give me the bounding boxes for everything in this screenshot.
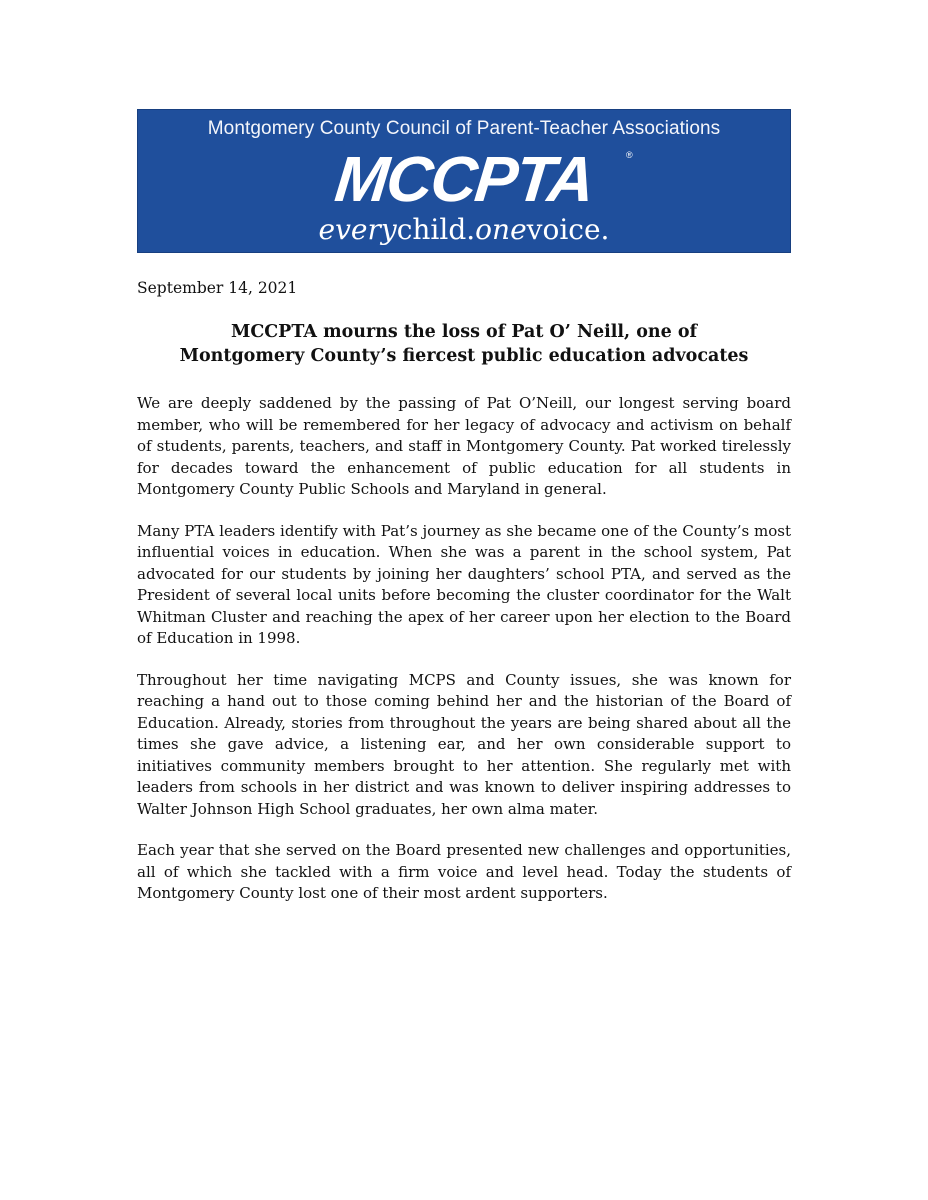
headline-line-2: Montgomery County’s fiercest public education advocates bbox=[179, 346, 749, 366]
tagline-one: one bbox=[475, 213, 527, 246]
body-text bbox=[137, 393, 791, 925]
tagline-child: child. bbox=[396, 213, 476, 246]
banner-org-name: Montgomery County Council of Parent-Teacher Associations bbox=[207, 118, 721, 139]
paragraph: Throughout her time navigating MCPS and County issues, she was known for reaching a hand out to those coming behind her and the historian of the Board of Education. Already, stories from throughout the years are being shared about all the times she gave advice, a listening ear, and her own considerable support to initiatives community members brought to her attention. She regularly met with leaders from schools in her district and was known to deliver inspiring addresses to Walter Johnson High School graduates, her own alma mater. bbox=[137, 670, 791, 818]
banner-tagline bbox=[138, 214, 790, 246]
headline-line-1: MCCPTA mourns the loss of Pat O’ Neill, one of bbox=[230, 322, 698, 342]
tagline-every: every bbox=[318, 213, 397, 246]
headline bbox=[137, 320, 791, 368]
mccpta-banner bbox=[137, 109, 791, 253]
paragraph: We are deeply saddened by the passing of Pat O’Neill, our longest serving board member, who will be remembered for her legacy of advocacy and activism on behalf of students, parents, teachers, and staff in Montgomery County. Pat worked tirelessly for decades toward the enhancement of public education for all students in Montgomery County Public Schools and Maryland in general. bbox=[137, 394, 791, 498]
registered-mark: ® bbox=[626, 150, 633, 160]
paragraph: Many PTA leaders identify with Pat’s journey as she became one of the County’s most influential voices in education. When she was a parent in the school system, Pat advocated for our students by joining her daughters’ school PTA, and served as the President of several local units before becoming the cluster coordinator for the Walt Whitman Cluster and reaching the apex of her career upon her election to the Board of Education in 1998. bbox=[137, 521, 791, 647]
document-date: September 14, 2021 bbox=[137, 279, 298, 297]
tagline-voice: voice. bbox=[526, 213, 610, 246]
paragraph: Each year that she served on the Board presented new challenges and opportunities, all of which she tackled with a firm voice and level head. Today the students of Montgomery County lost one of their most ardent supporters. bbox=[137, 841, 791, 902]
mccpta-logo: MCCPTA bbox=[331, 143, 597, 215]
